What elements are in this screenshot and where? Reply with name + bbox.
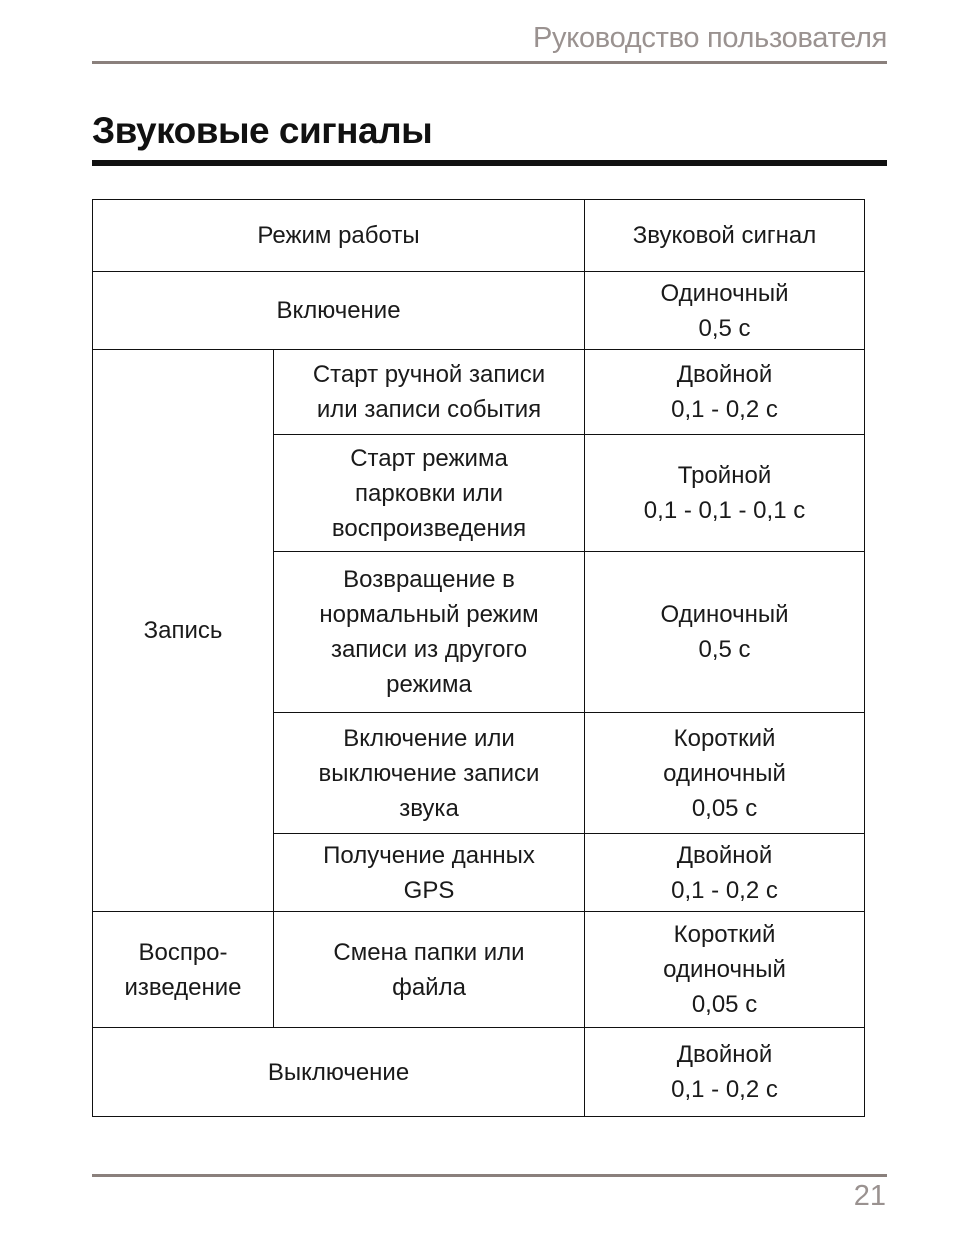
title-underline xyxy=(92,160,887,166)
table-row xyxy=(93,1028,865,1117)
table-header-row xyxy=(93,200,865,272)
group-cell: Воспро- изведение xyxy=(93,912,274,1028)
signal-cell: Тройной 0,1 - 0,1 - 0,1 с xyxy=(585,435,865,552)
footer-divider xyxy=(92,1174,887,1177)
mode-cell: Включение или выключение записи звука xyxy=(274,713,585,834)
table-row xyxy=(93,272,865,350)
mode-cell: Выключение xyxy=(93,1028,585,1117)
mode-cell: Смена папки или файла xyxy=(274,912,585,1028)
signal-cell: Двойной 0,1 - 0,2 с xyxy=(585,350,865,435)
mode-cell: Старт ручной записи или записи события xyxy=(274,350,585,435)
table-row xyxy=(93,912,865,1028)
sound-signals-table xyxy=(92,199,865,1117)
signal-cell: Одиночный 0,5 с xyxy=(585,272,865,350)
signal-cell: Одиночный 0,5 с xyxy=(585,552,865,713)
mode-cell: Старт режима парковки или воспроизведения xyxy=(274,435,585,552)
mode-cell: Получение данных GPS xyxy=(274,834,585,912)
signal-cell: Двойной 0,1 - 0,2 с xyxy=(585,834,865,912)
header-divider xyxy=(92,61,887,64)
header-mode: Режим работы xyxy=(93,200,585,272)
page-title: Звуковые сигналы xyxy=(92,110,433,151)
running-header: Руководство пользователя xyxy=(533,22,887,54)
signal-cell: Короткий одиночный 0,05 с xyxy=(585,912,865,1028)
table-row xyxy=(93,350,865,435)
group-cell: Запись xyxy=(93,350,274,912)
signal-cell: Короткий одиночный 0,05 с xyxy=(585,713,865,834)
page-number: 21 xyxy=(853,1180,886,1212)
signal-cell: Двойной 0,1 - 0,2 с xyxy=(585,1028,865,1117)
mode-cell: Возвращение в нормальный режим записи из другого режима xyxy=(274,552,585,713)
header-signal: Звуковой сигнал xyxy=(585,200,865,272)
mode-cell: Включение xyxy=(93,272,585,350)
